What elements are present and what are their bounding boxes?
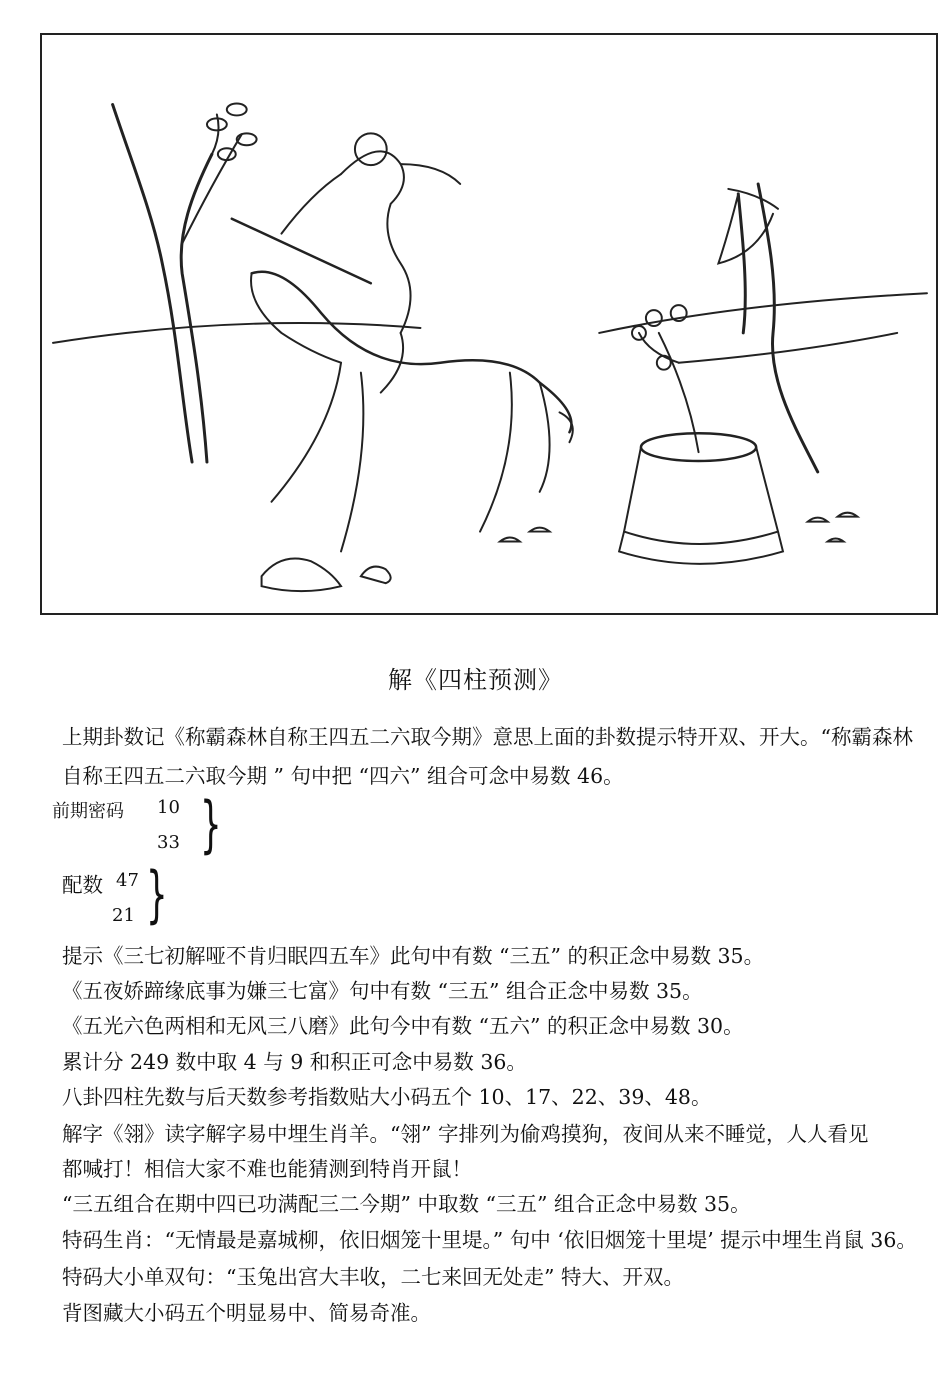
- text-line-9: 特码生肖：“无情最是嘉城柳，依旧烟笼十里堤。” 句中 ‘依旧烟笼十里堤’ 提示中埋生肖鼠 36。: [62, 1228, 917, 1252]
- text-line-2: 《五夜娇蹄缘底事为嫌三七富》句中有数 “三五” 组合正念中易数 35。: [62, 979, 703, 1003]
- pair-value-1: 47: [116, 870, 139, 891]
- pair-label: 配数: [62, 873, 103, 897]
- previous-code-brace: }: [200, 789, 222, 862]
- intro-line-2: 自称王四五二六取今期 ” 句中把 “四六” 组合可念中易数 46。: [62, 764, 624, 788]
- previous-code-value-2: 33: [157, 832, 180, 853]
- page-title: 解《四柱预测》: [388, 666, 563, 694]
- text-line-7: 都喊打！相信大家不难也能猜测到特肖开鼠！: [62, 1157, 472, 1181]
- woodblock-illustration-icon: [42, 35, 936, 613]
- text-line-10: 特码大小单双句：“玉兔出宫大丰收，二七来回无处走” 特大、开双。: [62, 1265, 684, 1289]
- text-line-11: 背图藏大小码五个明显易中、简易奇准。: [62, 1301, 431, 1325]
- text-line-6: 解字《翎》读字解字易中埋生肖羊。“翎” 字排列为偷鸡摸狗，夜间从来不睡觉，人人看见: [62, 1122, 869, 1146]
- illustration-frame: [40, 33, 938, 615]
- text-line-3: 《五光六色两相和无风三八磨》此句今中有数 “五六” 的积正念中易数 30。: [62, 1014, 744, 1038]
- pair-brace: }: [146, 859, 168, 932]
- text-line-4: 累计分 249 数中取 4 与 9 和积正可念中易数 36。: [62, 1050, 527, 1074]
- previous-code-value-1: 10: [157, 797, 180, 818]
- pair-value-2: 21: [112, 905, 135, 926]
- previous-code-label: 前期密码: [52, 801, 124, 822]
- intro-line-1: 上期卦数记《称霸森林自称王四五二六取今期》意思上面的卦数提示特开双、开大。“称霸森林: [62, 725, 913, 749]
- text-line-1: 提示《三七初解哑不肯归眠四五车》此句中有数 “三五” 的积正念中易数 35。: [62, 944, 765, 968]
- text-line-8: “三五组合在期中四已功满配三二今期” 中取数 “三五” 组合正念中易数 35。: [62, 1192, 751, 1216]
- text-line-5: 八卦四柱先数与后天数参考指数贴大小码五个 10、17、22、39、48。: [62, 1085, 712, 1109]
